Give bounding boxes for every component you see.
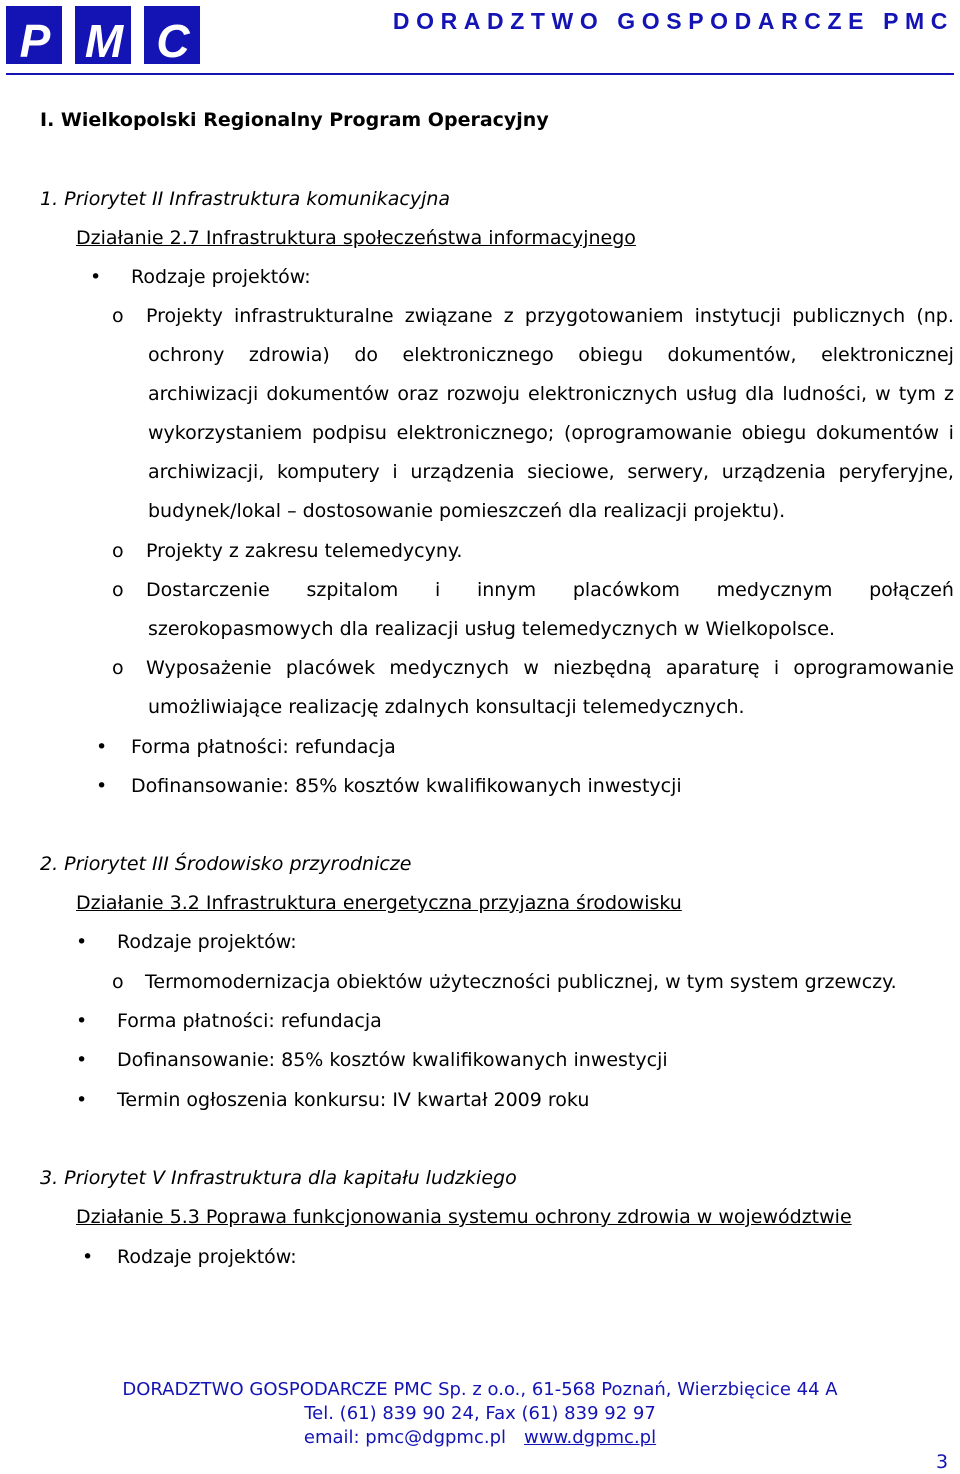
word: w [875,383,891,405]
header-divider [6,73,954,75]
footer-address: DORADZTWO GOSPODARCZE PMC Sp. z o.o., 61-568 Poznań, Wierzbięcice 44 A [122,1379,838,1400]
priority-1-item-4-line-2: umożliwiające realizację zdalnych konsultacji telemedycznych. [148,696,745,718]
bullet: • [90,266,102,288]
word: Wyposażenie [146,657,272,679]
priority-1-action: Działanie 2.7 Infrastruktura społeczeństwa informacyjnego [76,227,636,249]
word: peryferyjne, [838,461,954,483]
priority-1-item-1-line-6: budynek/lokal – dostosowanie pomieszczeń dla realizacji projektu). [148,500,786,522]
priority-3-title: 3. Priorytet V Infrastruktura dla kapitału ludzkiego [40,1167,517,1189]
priority-1-payment: Forma płatności: refundacja [131,736,396,758]
footer-website-link[interactable]: www.dgpmc.pl [524,1427,657,1448]
priority-2-payment: Forma płatności: refundacja [117,1010,382,1032]
word: archiwizacji [148,383,259,405]
word: tym [898,383,936,405]
word: aparaturę [665,657,760,679]
priority-1-item-1-line-5 [148,460,954,484]
word: elektronicznej [821,344,954,366]
bullet: • [96,736,108,758]
word: instytucji [694,305,782,327]
priority-1-item-1-line-2 [148,343,954,367]
page-footer [0,1378,960,1450]
word: i [773,657,780,679]
priority-1-item-1-line-4 [148,421,954,445]
word: infrastrukturalne [233,305,394,327]
word: elektronicznego [402,344,554,366]
sub-bullet: o [112,579,124,601]
word: wykorzystaniem [148,422,303,444]
word: oprogramowanie [793,657,954,679]
word: przygotowaniem [524,305,684,327]
page-header [0,0,960,80]
word: placówkom [572,579,680,601]
bullet: • [76,1049,88,1071]
word: i [392,461,398,483]
priority-2-deadline: Termin ogłoszenia konkursu: IV kwartał 2009 roku [117,1089,590,1111]
priority-2-item-1: Termomodernizacja obiektów użyteczności publicznej, w tym system grzewczy. [145,971,897,993]
priority-1-item-1-line-1 [146,304,954,328]
word: dokumentów, [667,344,797,366]
word: i [434,579,441,601]
priority-2-title: 2. Priorytet III Środowisko przyrodnicze [40,853,412,875]
word: medycznym [716,579,833,601]
word: urządzenia [410,461,515,483]
word: serwery, [627,461,710,483]
footer-contact [0,1426,960,1450]
word: obiegu [741,422,807,444]
word: elektronicznych [528,383,678,405]
sub-bullet: o [112,540,124,562]
footer-email: email: pmc@dgpmc.pl [303,1427,507,1448]
word: komputery [276,461,380,483]
priority-2-project-types-label: Rodzaje projektów: [117,931,297,953]
word: dla [745,383,775,405]
word: z [503,305,514,327]
priority-3-project-types-label: Rodzaje projektów: [117,1246,297,1268]
word: z [943,383,954,405]
word: ludności, [782,383,868,405]
bullet: • [82,1246,94,1268]
word: rozwoju [446,383,520,405]
priority-1-item-2: Projekty z zakresu telemedycyny. [146,540,463,562]
word: urządzenia [721,461,826,483]
word: dokumentów [266,383,390,405]
priority-1-item-3-line-1 [146,578,954,602]
logo-letter-c: C [144,6,200,64]
word: w [523,657,539,679]
logo-letter-p: P [6,6,62,64]
word: innym [476,579,537,601]
word: obiegu [578,344,644,366]
priority-2-action: Działanie 3.2 Infrastruktura energetyczna przyjazna środowisku [76,892,682,914]
word: połączeń [869,579,954,601]
sub-bullet: o [112,657,124,679]
word: Dostarczenie [146,579,270,601]
section-heading: I. Wielkopolski Regionalny Program Operacyjny [40,109,549,131]
bullet: • [76,931,88,953]
logo-letter-m: M [75,6,131,64]
word: niezbędną [553,657,652,679]
bullet: • [76,1010,88,1032]
priority-1-item-4-line-1 [146,656,954,680]
word: oraz [397,383,439,405]
word: związane [404,305,493,327]
word: elektronicznego; [396,422,555,444]
priority-1-project-types-label: Rodzaje projektów: [131,266,311,288]
bullet: • [76,1089,88,1111]
word: ochrony [148,344,225,366]
word: archiwizacji, [148,461,265,483]
word: Projekty [146,305,223,327]
priority-1-item-3-line-2: szerokopasmowych dla realizacji usług telemedycznych w Wielkopolsce. [148,618,836,640]
priority-3-action: Działanie 5.3 Poprawa funkcjonowania systemu ochrony zdrowia w województwie [76,1206,852,1228]
header-title: DORADZTWO GOSPODARCZE PMC [392,8,954,34]
priority-1-item-1-line-3 [148,382,954,406]
word: podpisu [311,422,387,444]
word: do [354,344,379,366]
word: placówek [285,657,376,679]
word: (oprogramowanie [563,422,732,444]
word: zdrowia) [248,344,330,366]
word: dokumentów [816,422,940,444]
word: szpitalom [306,579,399,601]
priority-2-funding: Dofinansowanie: 85% kosztów kwalifikowanych inwestycji [117,1049,668,1071]
word: publicznych [792,305,906,327]
footer-phone: Tel. (61) 839 90 24, Fax (61) 839 92 97 [304,1403,656,1424]
word: sieciowe, [527,461,615,483]
word: medycznych [389,657,510,679]
page-number: 3 [936,1451,949,1473]
priority-1-funding: Dofinansowanie: 85% kosztów kwalifikowanych inwestycji [131,775,682,797]
bullet: • [96,775,108,797]
word: (np. [916,305,954,327]
sub-bullet: o [112,971,124,993]
priority-1-title: 1. Priorytet II Infrastruktura komunikacyjna [40,188,451,210]
sub-bullet: o [112,305,124,327]
word: usług [685,383,738,405]
word: i [948,422,954,444]
